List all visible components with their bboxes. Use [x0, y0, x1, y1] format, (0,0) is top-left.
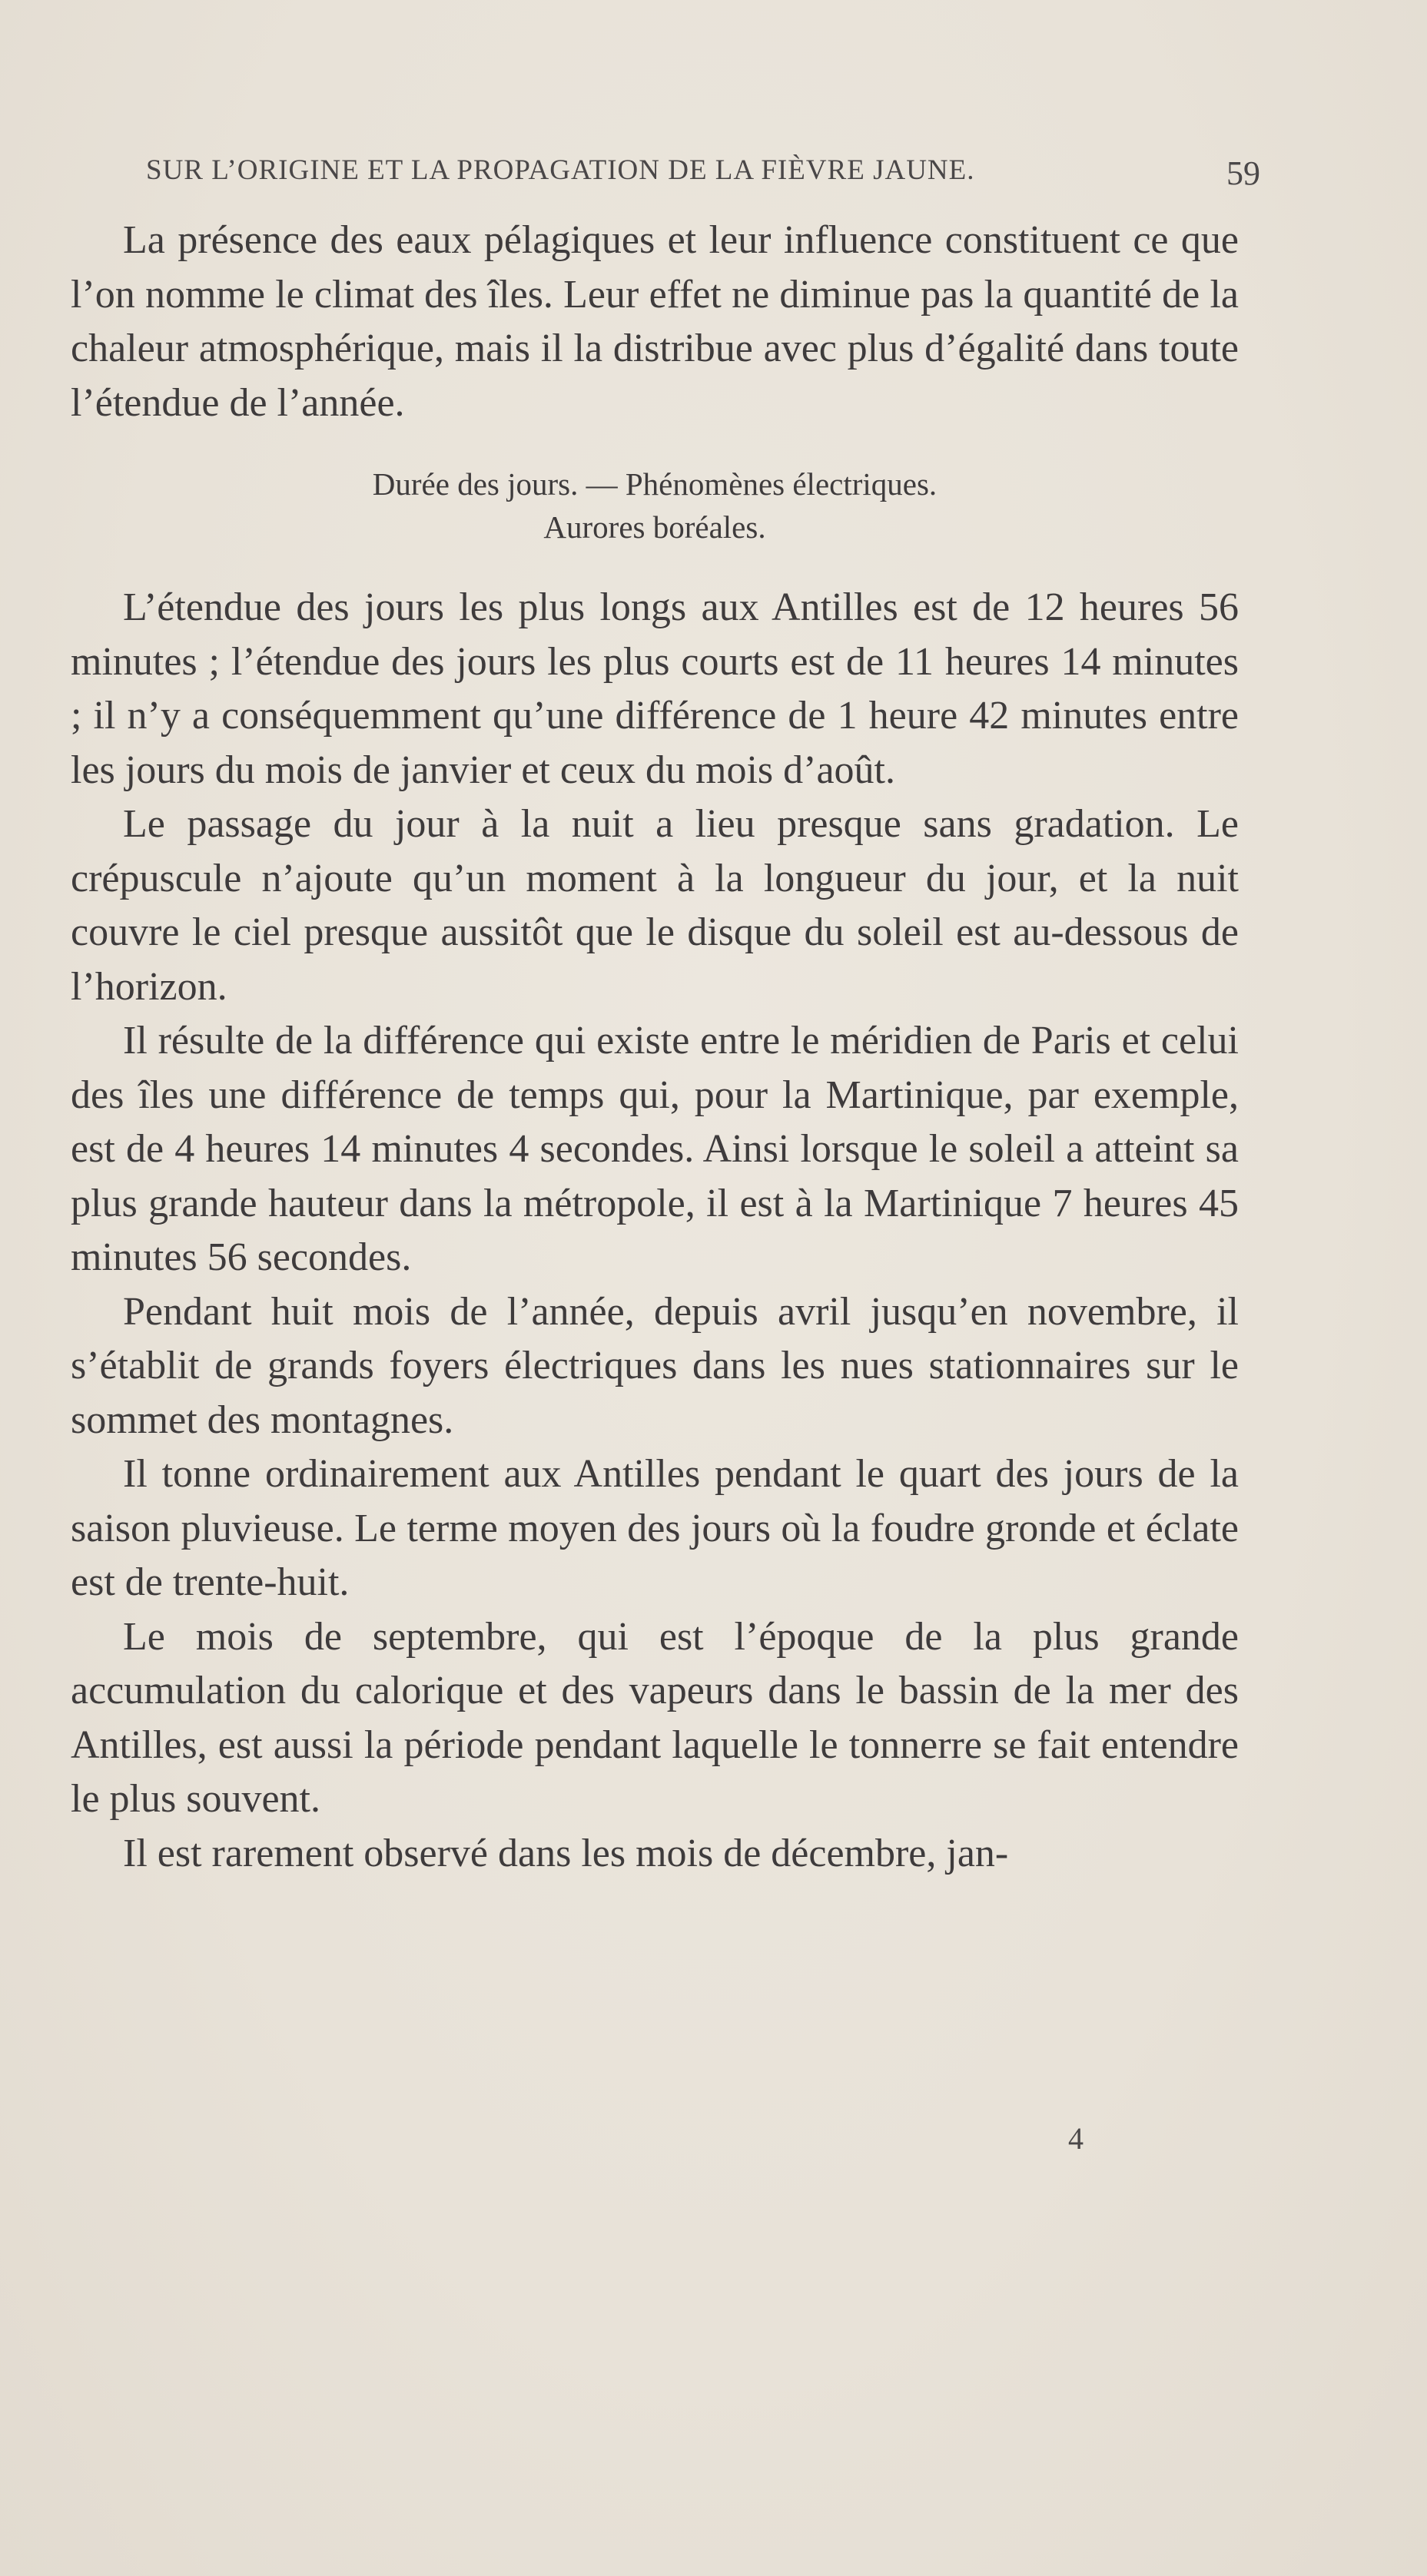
paragraph-rare-months: Il est rarement observé dans les mois de décembre, jan-: [123, 1831, 1009, 1875]
paragraph-electric-foci: Pendant huit mois de l’année, depuis avril jusqu’en novembre, il s’établit de grands foyers électriques dans les nues stationnaires sur le sommet des montagnes.: [71, 1289, 1239, 1442]
body-text: [71, 214, 1239, 1881]
page-number: 59: [1226, 154, 1260, 192]
running-head: SUR L’ORIGINE ET LA PROPAGATION DE LA FIÈVRE JAUNE.: [146, 154, 975, 186]
paragraph-thunder-frequency: Il tonne ordinairement aux Antilles pendant le quart des jours de la saison pluvieuse. Le terme moyen des jours où la foudre gronde et éclate est de trente-huit.: [71, 1452, 1239, 1604]
page-header: [146, 154, 1260, 200]
paragraph-climate: La présence des eaux pélagiques et leur influence constituent ce que l’on nomme le climat des îles. Leur effet ne diminue pas la quantité de la chaleur atmosphérique, mais il la distribue avec plus d’égalité dans toute l’étendue de l’année.: [71, 218, 1239, 425]
signature-mark: 4: [1068, 2121, 1084, 2156]
paragraph-day-length: L’étendue des jours les plus longs aux Antilles est de 12 heures 56 minutes ; l’étendue des jours les plus courts est de 11 heures 14 minutes ; il n’y a conséquemment qu’une différence de 1 heure 42 minutes entre les jours du mois de janvier et ceux du mois d’août.: [71, 585, 1239, 792]
paragraph-time-difference: Il résulte de la différence qui existe entre le méridien de Paris et celui des îles une différence de temps qui, pour la Martinique, par exemple, est de 4 heures 14 minutes 4 secondes. Ainsi lorsque le soleil a atteint sa plus grande hauteur dans la métropole, il est à la Martinique 7 heures 45 minutes 56 secondes.: [71, 1019, 1239, 1279]
section-heading: [71, 462, 1239, 549]
paragraph-september: Le mois de septembre, qui est l’époque de la plus grande accumulation du calorique et des vapeurs dans le bassin de la mer des Antilles, est aussi la période pendant laquelle le tonnerre se fait entendre le plus souvent.: [71, 1614, 1239, 1821]
section-heading-line-1: Durée des jours. — Phénomènes électriques.: [372, 466, 938, 502]
paragraph-twilight: Le passage du jour à la nuit a lieu presque sans gradation. Le crépuscule n’ajoute qu’un moment à la longueur du jour, et la nuit couvre le ciel presque aussitôt que le disque du soleil est au-dessous de l’horizon.: [71, 802, 1239, 1009]
section-heading-line-2: Aurores boréales.: [543, 509, 766, 545]
